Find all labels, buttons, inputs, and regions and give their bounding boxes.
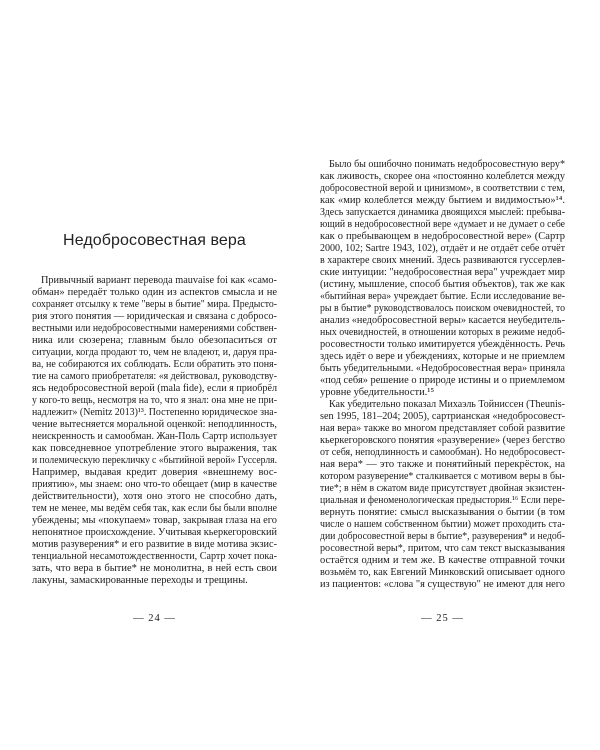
text-line-content: неискренность и самообман. Жан-Поль Сартр использует <box>32 431 278 442</box>
text-line-content: тие*; в нём в сжатом виде присутствует двойная экзистен- <box>320 483 566 494</box>
text-line-content: циальная и феноменологическая предыстория.¹⁶ Если пере- <box>320 495 566 506</box>
text-line-content: чение вытесняется моральной оценкой: неподлинность, <box>32 419 277 430</box>
text-line-content: непонятное происхождение. Учитывая кьеркегоровский <box>32 527 277 538</box>
text-line <box>320 195 565 207</box>
text-line-content: Привычный вариант перевода mauvaise foi как «само- <box>41 275 277 286</box>
text-line <box>320 567 565 579</box>
text-line <box>320 171 565 183</box>
text-line-content: вестными или недобросовестными намерениями собствен- <box>32 323 277 334</box>
text-line <box>32 431 277 443</box>
text-line-content: «бытийная вера» учреждает бытие. Если исследование ве- <box>320 291 565 302</box>
right-body-text <box>320 159 565 591</box>
text-line <box>320 243 565 255</box>
text-line-content: здесь идёт о вере и убеждениях, которые и не приемлем <box>320 351 565 362</box>
text-line <box>320 279 565 291</box>
text-line <box>320 411 565 423</box>
text-line-content: ские интуиции: "недобросовестная вера" учреждает мир <box>320 267 565 278</box>
text-line <box>32 299 277 311</box>
page-number-right: — 25 — <box>421 613 464 624</box>
text-line-content: (истину, мышление, способ бытия объектов), так же как <box>320 279 566 290</box>
text-line <box>32 539 277 551</box>
text-line-content: убеждены; мы «покупаем» товар, закрывая глаза на его <box>32 515 278 526</box>
text-line <box>32 563 277 575</box>
text-line <box>32 407 277 419</box>
text-line-content: обман» передаёт только один из аспектов смысла и не <box>32 287 277 298</box>
text-line-content: у кого-то вещь, несмотря на то, что я знал: она мне не при- <box>32 395 277 406</box>
page-number-left: — 24 — <box>133 613 176 624</box>
text-line-content: приятию», мы знаем: оно что-то обещает (мир в качестве <box>32 479 278 490</box>
text-line <box>320 327 565 339</box>
text-line <box>320 159 565 171</box>
text-line <box>320 387 565 399</box>
text-line <box>32 527 277 539</box>
text-line-content: Например, выдавая кредит доверия «внешнему вос- <box>32 467 277 478</box>
text-line-content: Как убедительно показал Михаэль Тойниссен (Theunis- <box>329 399 566 410</box>
text-line-content: росовестности только имитируется убеждённость. Речь <box>320 339 566 350</box>
text-line-content: надлежит» (Nemitz 2013)¹³. Постепенно юридическое зна- <box>32 407 278 418</box>
left-page <box>32 0 277 750</box>
text-line-content: от себя, неподлинность и самообман). Но недобросовест- <box>320 447 566 458</box>
text-line-content: ника или сюзерена; главным было обезопаситься от <box>32 335 277 346</box>
text-line-content: в характере своих мнений. Здесь развиваются гуссерлев- <box>320 255 566 266</box>
text-line <box>320 207 565 219</box>
text-line <box>32 323 277 335</box>
text-line <box>320 291 565 303</box>
text-line <box>320 579 565 591</box>
text-line-content: ясь недобросовестной верой (mala fide), если я приобрёл <box>32 383 277 394</box>
text-line-content: котором разуверение* сталкивается с мотивом веры в бы- <box>320 471 565 482</box>
text-line-content: Здесь запускается динамика двоящихся мыслей: пребыва- <box>320 207 566 218</box>
text-line <box>320 255 565 267</box>
text-line <box>320 471 565 483</box>
text-line-content: дии добросовестной веры в бытие*, разуверения* и недоб- <box>320 531 565 542</box>
text-line <box>32 443 277 455</box>
text-line-content: ситуации, когда продают то, чем не владеют, и, даруя пра- <box>32 347 277 358</box>
text-line <box>320 423 565 435</box>
text-line-content: как повседневное употребление этого выражения, так <box>32 443 278 454</box>
text-line <box>320 459 565 471</box>
text-line-content: сохраняет отсылку к теме "веры в бытие" мира. Предысто- <box>32 299 278 310</box>
text-line <box>32 275 277 287</box>
text-line-content: как о пребывающем в недобросовестной вере» (Сартр <box>320 231 566 242</box>
text-line <box>320 399 565 411</box>
text-line <box>32 347 277 359</box>
text-line <box>320 351 565 363</box>
text-line-content: росовестной веры*, притом, что сам текст высказывания <box>320 543 566 554</box>
text-line-content: уровне убедительности.¹⁵ <box>320 387 435 398</box>
text-line-content: остаётся одним и тем же. В качестве отправной точки <box>320 555 565 566</box>
text-line-content: мотив разуверения* и его развитие в виде мотива экзис- <box>32 539 277 550</box>
text-line-content: действительности), хотя оно этого не способно дать, <box>32 491 277 502</box>
text-line-content: как лживость, скорее она «постоянно колеблется между <box>320 171 565 182</box>
text-line-content: ная вера* — это также и понятийный перекрёсток, на <box>320 459 565 470</box>
text-line <box>320 555 565 567</box>
text-line <box>32 383 277 395</box>
text-line <box>320 267 565 279</box>
text-line <box>32 371 277 383</box>
right-page <box>320 0 565 750</box>
text-line-content: анализ «недобросовестной веры» касается неубедитель- <box>320 315 565 326</box>
text-line-content: тенциальной несамотождественности, Сартр хочет пока- <box>32 551 277 562</box>
text-line-content: Было бы ошибочно понимать недобросовестную веру* <box>329 159 565 170</box>
text-line-content: числе о нашем собственном бытии) может проходить ста- <box>320 519 565 530</box>
text-line-content: рия этого понятия — юридическая и связана с добросо- <box>32 311 277 322</box>
text-line <box>320 231 565 243</box>
text-line-content: ющий в недобросовестной вере «думает и не думает о себе <box>320 219 565 230</box>
text-line-content: тем не менее, мы ведём себя так, как если бы были вполне <box>32 503 278 514</box>
text-line <box>32 335 277 347</box>
text-line <box>32 575 277 587</box>
text-line <box>320 339 565 351</box>
text-line-content: из пациентов: «слова "я существую" не имеют для него <box>320 579 565 590</box>
text-line-content: лакуны, замаскированные переходы и трещины. <box>32 575 248 586</box>
text-line <box>320 435 565 447</box>
text-line <box>32 287 277 299</box>
text-line <box>32 467 277 479</box>
text-line-content: «под себя» решение о природе истины и о приемлемом <box>320 375 566 386</box>
text-line-content: тие на самого приобретателя: «я действовал, руководству- <box>32 371 278 382</box>
text-line <box>320 543 565 555</box>
text-line-content: ва, не собираются их соблюдать. Если обратить это поня- <box>32 359 277 370</box>
text-line <box>32 503 277 515</box>
text-line <box>32 359 277 371</box>
text-line <box>320 507 565 519</box>
text-line <box>320 219 565 231</box>
text-line <box>32 419 277 431</box>
text-line <box>32 491 277 503</box>
text-line <box>32 395 277 407</box>
chapter-title: Недобросовестная вера <box>63 232 246 249</box>
left-body-text <box>32 275 277 587</box>
text-line-content: sen 1995, 181–204; 2005), сартрианская «недобросовест- <box>320 411 566 422</box>
text-line <box>320 531 565 543</box>
text-line-content: ры в бытие* руководствовалось поиском очевидностей, то <box>320 303 566 314</box>
text-line <box>320 315 565 327</box>
text-line-content: возьмём то, как Евгений Минковский описывает одного <box>320 567 566 578</box>
text-line-content: добросовестной верой и цинизмом», в соответствии с тем, <box>320 183 565 194</box>
text-line <box>320 519 565 531</box>
text-line <box>32 455 277 467</box>
text-line <box>320 375 565 387</box>
text-line <box>32 311 277 323</box>
text-line <box>32 479 277 491</box>
text-line <box>32 515 277 527</box>
text-line-content: 2000, 102; Sartre 1943, 102), отдаёт и не отдаёт себе отчёт <box>320 243 565 254</box>
text-line <box>320 303 565 315</box>
text-line <box>320 447 565 459</box>
text-line-content: и полемическую перекличку с «бытийной верой» Гуссерля. <box>32 455 277 466</box>
text-line-content: кьеркегоровского понятия «разуверение» (через бегство <box>320 435 565 446</box>
text-line-content: ная вера» также во многом представляет собой развитие <box>320 423 565 434</box>
text-line-content: зать, что вера в бытие* не монолитна, в ней есть свои <box>32 563 277 574</box>
text-line <box>320 363 565 375</box>
text-line <box>32 551 277 563</box>
text-line <box>320 183 565 195</box>
text-line <box>320 495 565 507</box>
text-line-content: ных очевидностей, в отношении которых в режиме недоб- <box>320 327 565 338</box>
text-line-content: быть убедительными. «Недобросовестная вера» приняла <box>320 363 566 374</box>
text-line <box>320 483 565 495</box>
text-line-content: вернуть понятие: смысл высказывания о бытии (в том <box>320 507 565 518</box>
text-line-content: как «мир колеблется между бытием и видимостью»¹⁴. <box>320 195 566 206</box>
